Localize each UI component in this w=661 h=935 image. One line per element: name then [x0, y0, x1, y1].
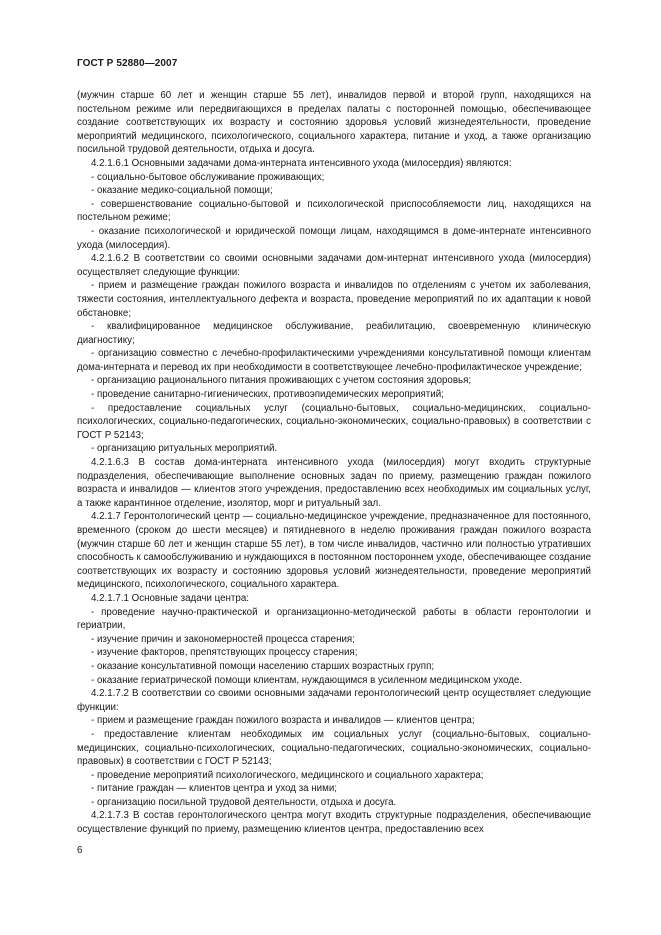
paragraph: 4.2.1.6.1 Основными задачами дома-интерната интенсивного ухода (милосердия) являются: — [91, 157, 512, 169]
paragraph: - прием и размещение граждан пожилого возраста и инвалидов — клиентов центра; — [91, 715, 475, 727]
paragraph: - предоставление социальных услуг (социально-бытовых, социально-медицинских, социально-психологических, социально-педагогических, социально-экономических, социально-правовых) в соответствии с ГОСТ Р 52143; — [77, 402, 591, 441]
page-number: 6 — [77, 845, 83, 856]
paragraph: - изучение причин и закономерностей процесса старения; — [91, 633, 355, 645]
paragraph: 4.2.1.6.3 В состав дома-интерната интенсивного ухода (милосердия) могут входить структурные подразделения, обеспечивающие выполнение основных задач по приему, размещению граждан пожилого возраста и инвалидов — клиентов этого учреждения, предоставлению всех необходимых им социальных услуг, а также карантинное отделение, изолятор, морг и ритуальный зал. — [77, 457, 591, 509]
document-body — [77, 89, 591, 837]
paragraph: - проведение санитарно-гигиенических, противоэпидемических мероприятий; — [91, 389, 444, 401]
paragraph: - организацию ритуальных мероприятий. — [91, 443, 278, 455]
paragraph: - прием и размещение граждан пожилого возраста и инвалидов по отделениям с учетом их заболевания, тяжести состояния, интеллектуального дефекта и возраста, проведение мероприятий по их адаптации к новой обстановке; — [77, 280, 591, 319]
paragraph: - проведение научно-практической и организационно-методической работы в области геронтологии и гериатрии, — [77, 606, 591, 632]
paragraph: - оказание медико-социальной помощи; — [91, 185, 273, 197]
paragraph: 4.2.1.7.2 В соответствии со своими основными задачами геронтологический центр осуществляет следующие функции: — [77, 688, 591, 713]
paragraph: - предоставление клиентам необходимых им социальных услуг (социально-бытовых, социально-медицинских, социально-психологических, социально-педагогических, социально-экономических, социально-правовых) в соответствии с ГОСТ Р 52143; — [77, 728, 591, 768]
paragraph: - изучение факторов, препятствующих процессу старения; — [91, 647, 358, 659]
paragraph: 4.2.1.7.1 Основные задачи центра: — [91, 592, 249, 604]
paragraph: - питание граждан — клиентов центра и уход за ними; — [91, 783, 337, 795]
paragraph: - оказание консультативной помощи населению старших возрастных групп; — [91, 660, 435, 672]
paragraph: - организацию посильной трудовой деятельности, отдыха и досуга. — [91, 796, 397, 808]
paragraph: 4.2.1.6.2 В соответствии со своими основными задачами дом-интернат интенсивного ухода (милосердия) осуществляет следующие функции: — [77, 253, 591, 278]
paragraph: - квалифицированное медицинское обслуживание, реабилитацию, своевременную клиническую диагностику; — [77, 321, 591, 346]
paragraph: 4.2.1.7.3 В состав геронтологического центра могут входить структурные подразделения, обеспечивающие осуществление функций по приему, размещению клиентов центра, предоставлению всех — [77, 810, 591, 836]
paragraph: (мужчин старше 60 лет и женщин старше 55 лет), инвалидов первой и второй групп, находящихся на постельном режиме или передвигающихся в пределах палаты с посторонней помощью, обеспечивающее создание соответствующих их возрасту и состоянию здоровья условий жизнедеятельности, проведение мероприятий медицинского, психологического, социального характера, питание и уход, а также организацию посильной трудовой деятельности, отдыха и досуга. — [77, 90, 591, 156]
document-header: ГОСТ Р 52880—2007 — [77, 58, 178, 69]
paragraph: - социально-бытовое обслуживание проживающих; — [91, 171, 325, 183]
paragraph: - организацию рационального питания проживающих с учетом состояния здоровья; — [91, 375, 472, 387]
paragraph: - оказание гериатрической помощи клиентам, нуждающимся в усиленном медицинском уходе. — [91, 674, 523, 686]
paragraph: 4.2.1.7 Геронтологический центр — социально-медицинское учреждение, предназначенное для постоянного, временного (сроком до шести месяцев) и пятидневного в неделю проживания граждан пожилого возраста (мужчин старше 60 лет и женщин старше 55 лет), в том числе инвалидов, частично или полностью утративших способность к самообслуживанию и нуждающихся в постоянном постороннем уходе, обеспечивающее создание соответствующих их возрасту и состоянию здоровья условий жизнедеятельности, проведение мероприятий медицинского, психологического, социального характера. — [77, 511, 591, 591]
paragraph: - проведение мероприятий психологического, медицинского и социального характера; — [91, 769, 484, 781]
paragraph: - совершенствование социально-бытовой и психологической приспособляемости лиц, находящихся на постельном режиме; — [77, 198, 591, 224]
paragraph: - оказание психологической и юридической помощи лицам, находящимся в доме-интернате интенсивного ухода (милосердия). — [77, 225, 591, 251]
paragraph: - организацию совместно с лечебно-профилактическими учреждениями консультативной помощи клиентам дома-интерната и перевод их при необходимости в соответствующее лечебно-профилактическое учреждение; — [77, 348, 591, 373]
